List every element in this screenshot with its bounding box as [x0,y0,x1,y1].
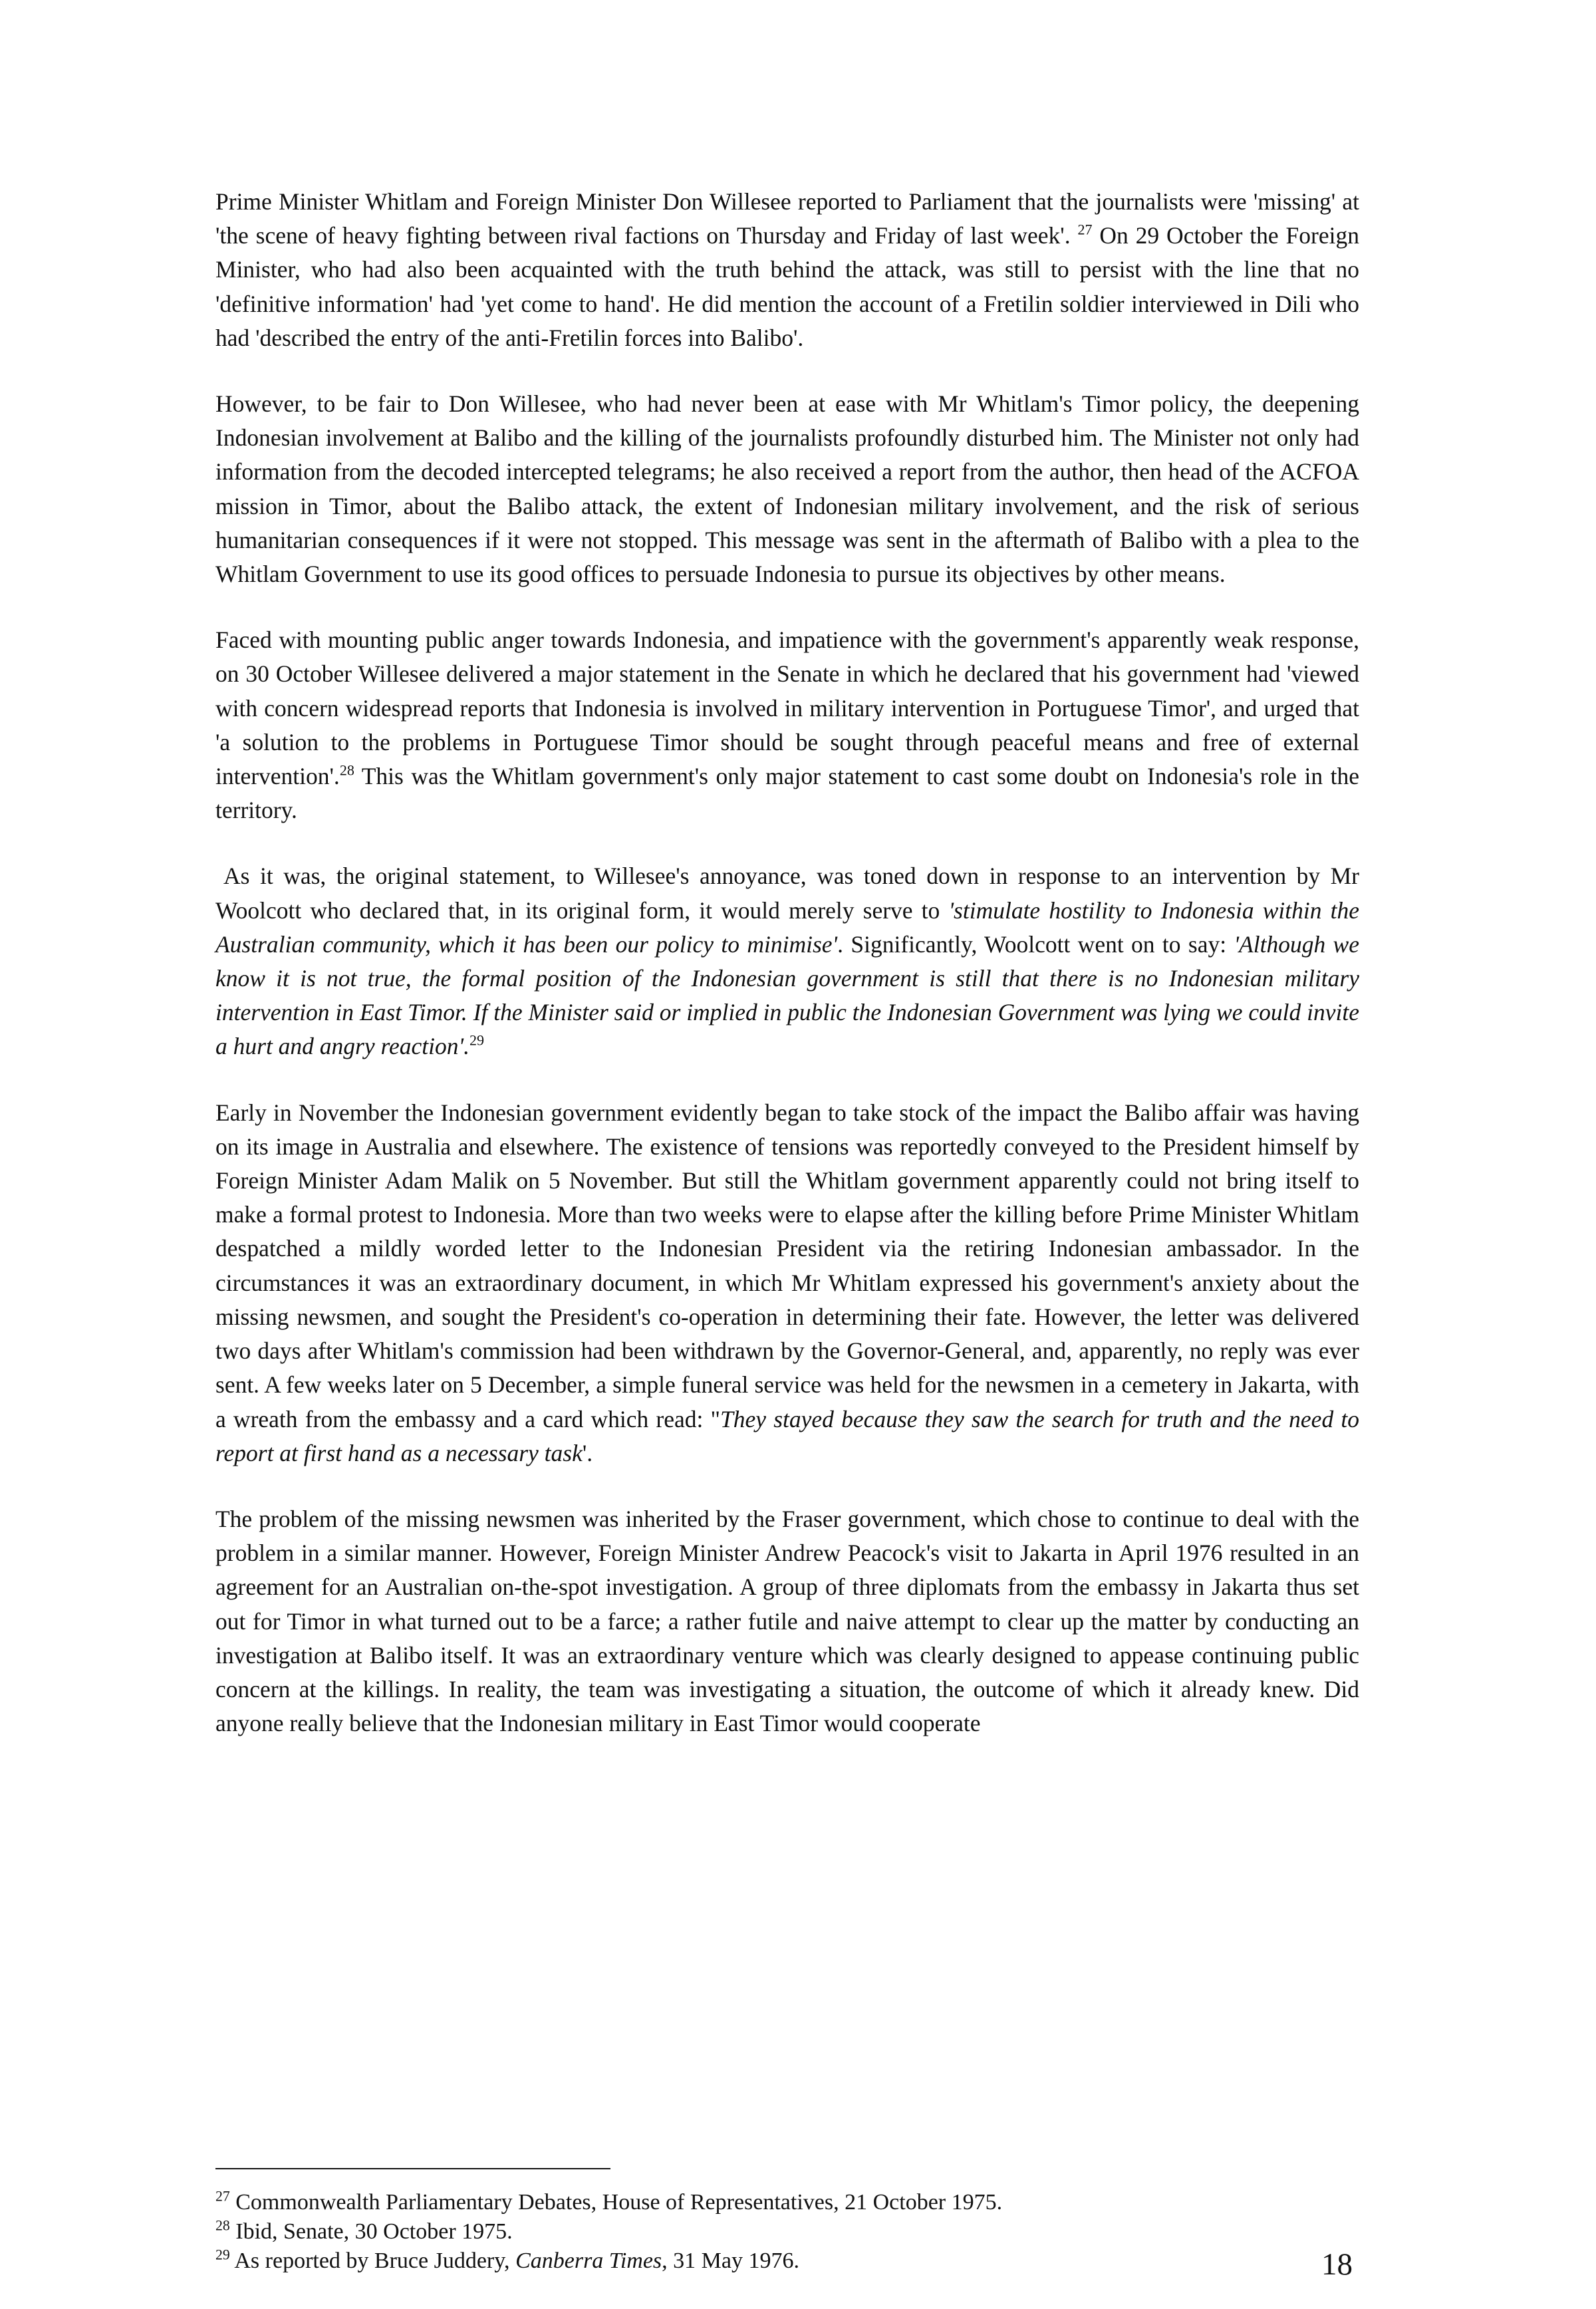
footnote-number: 29 [215,2246,230,2263]
footnote-number: 28 [215,2217,230,2234]
footnote-ref: 29 [469,1031,484,1049]
text-run: , 31 May 1976. [662,2248,799,2273]
footnote-number: 27 [215,2188,230,2205]
paragraph [215,623,1359,827]
text-run: Prime Minister Whitlam and Foreign Minister Don Willesee reported to Parliament that the journalists were 'missing' at 'the scene of heavy fighting between rival factions on Thursday and Friday of last week'. [215,188,1359,249]
text-run: The problem of the missing newsmen was inherited by the Fraser government, which chose to continue to deal with the problem in a similar manner. However, Foreign Minister Andrew Peacock's visit to Jakarta in April 1976 resulted in an agreement for an Australian on-the-spot investigation. A group of three diplomats from the embassy in Jakarta thus set out for Timor in what turned out to be a farce; a rather futile and naive attempt to clear up the matter by conducting an investigation at Balibo itself. It was an extraordinary venture which was clearly designed to appease continuing public concern at the killings. In reality, the team was investigating a situation, the outcome of which it already knew. Did anyone really believe that the Indonesian military in East Timor would cooperate [215,1505,1359,1737]
paragraph [215,387,1359,591]
italic-text: They stayed because they saw the search for truth and the need to report at first hand as a necessary task [215,1405,1359,1466]
text-run: Commonwealth Parliamentary Debates, House of Representatives, 21 October 1975. [235,2190,1003,2215]
text-run: However, to be fair to Don Willesee, who had never been at ease with Mr Whitlam's Timor policy, the deepening Indonesian involvement at Balibo and the killing of the journalists profoundly disturbed him. The Minister not only had information from the decoded intercepted telegrams; he also received a report from the author, then head of the ACFOA mission in Timor, about the Balibo attack, the extent of Indonesian military involvement, and the risk of serious humanitarian consequences if it were not stopped. This message was sent in the aftermath of Balibo with a plea to the Whitlam Government to use its good offices to persuade Indonesia to pursue its objectives by other means. [215,390,1359,588]
paragraph [215,859,1359,1063]
text-run: '. [582,1439,593,1466]
text-run: Faced with mounting public anger towards Indonesia, and impatience with the government's apparently weak response, on 30 October Willesee delivered a major statement in the Senate in which he declared that his government had 'viewed with concern widespread reports that Indonesia is involved in military intervention in Portuguese Timor', and urged that 'a solution to the problems in Portuguese Timor should be sought through peaceful means and free of external intervention'. [215,626,1359,790]
text-run: As reported by Bruce Juddery, [234,2248,516,2273]
italic-text: Canberra Times [515,2248,662,2273]
paragraph [215,185,1359,355]
page-number: 18 [1321,2247,1353,2282]
paragraph [215,1096,1359,1470]
text-run: . Significantly, Woolcott went on to say: [837,930,1234,958]
footnote-ref: 27 [1077,221,1093,238]
text-run: This was the Whitlam government's only major statement to cast some doubt on Indonesia's role in the territory. [215,763,1359,824]
text-run: As it was, the original statement, to Willesee's annoyance, was toned down in response to an intervention by Mr Woolcott who declared that, in its original form, it would merely serve to [215,863,1359,924]
italic-text: 'Although we know it is not true, the formal position of the Indonesian government is still that there is no Indonesian military intervention in East Timor. If the Minister said or implied in public the Indonesian Government was lying we could invite a hurt and angry reaction'. [215,930,1359,1060]
footnote [215,2188,1359,2217]
footnote [215,2217,1359,2246]
paragraph [215,1502,1359,1740]
italic-text: 'stimulate hostility to Indonesia within the Australian community, which it has been our policy to minimise' [215,896,1359,958]
footnotes [215,2188,1359,2276]
footnote-separator [215,2168,610,2169]
footnote-ref: 28 [339,761,354,779]
body-text [215,185,1359,1772]
footnote [215,2246,1359,2276]
text-run: Ibid, Senate, 30 October 1975. [235,2219,513,2244]
text-run: Early in November the Indonesian government evidently began to take stock of the impact the Balibo affair was having on its image in Australia and elsewhere. The existence of tensions was reportedly conveyed to the President himself by Foreign Minister Adam Malik on 5 November. But still the Whitlam government apparently could not bring itself to make a formal protest to Indonesia. More than two weeks were to elapse after the killing before Prime Minister Whitlam despatched a mildly worded letter to the Indonesian President via the retiring Indonesian ambassador. In the circumstances it was an extraordinary document, in which Mr Whitlam expressed his government's anxiety about the missing newsmen, and sought the President's co-operation in determining their fate. However, the letter was delivered two days after Whitlam's commission had been withdrawn by the Governor-General, and, apparently, no reply was ever sent. A few weeks later on 5 December, a simple funeral service was held for the newsmen in a cemetery in Jakarta, with a wreath from the embassy and a card which read: " [215,1099,1359,1432]
text-run: On 29 October the Foreign Minister, who had also been acquainted with the truth behind the attack, was still to persist with the line that no 'definitive information' had 'yet come to hand'. He did mention the account of a Fretilin soldier interviewed in Dili who had 'described the entry of the anti-Fretilin forces into Balibo'. [215,222,1359,351]
